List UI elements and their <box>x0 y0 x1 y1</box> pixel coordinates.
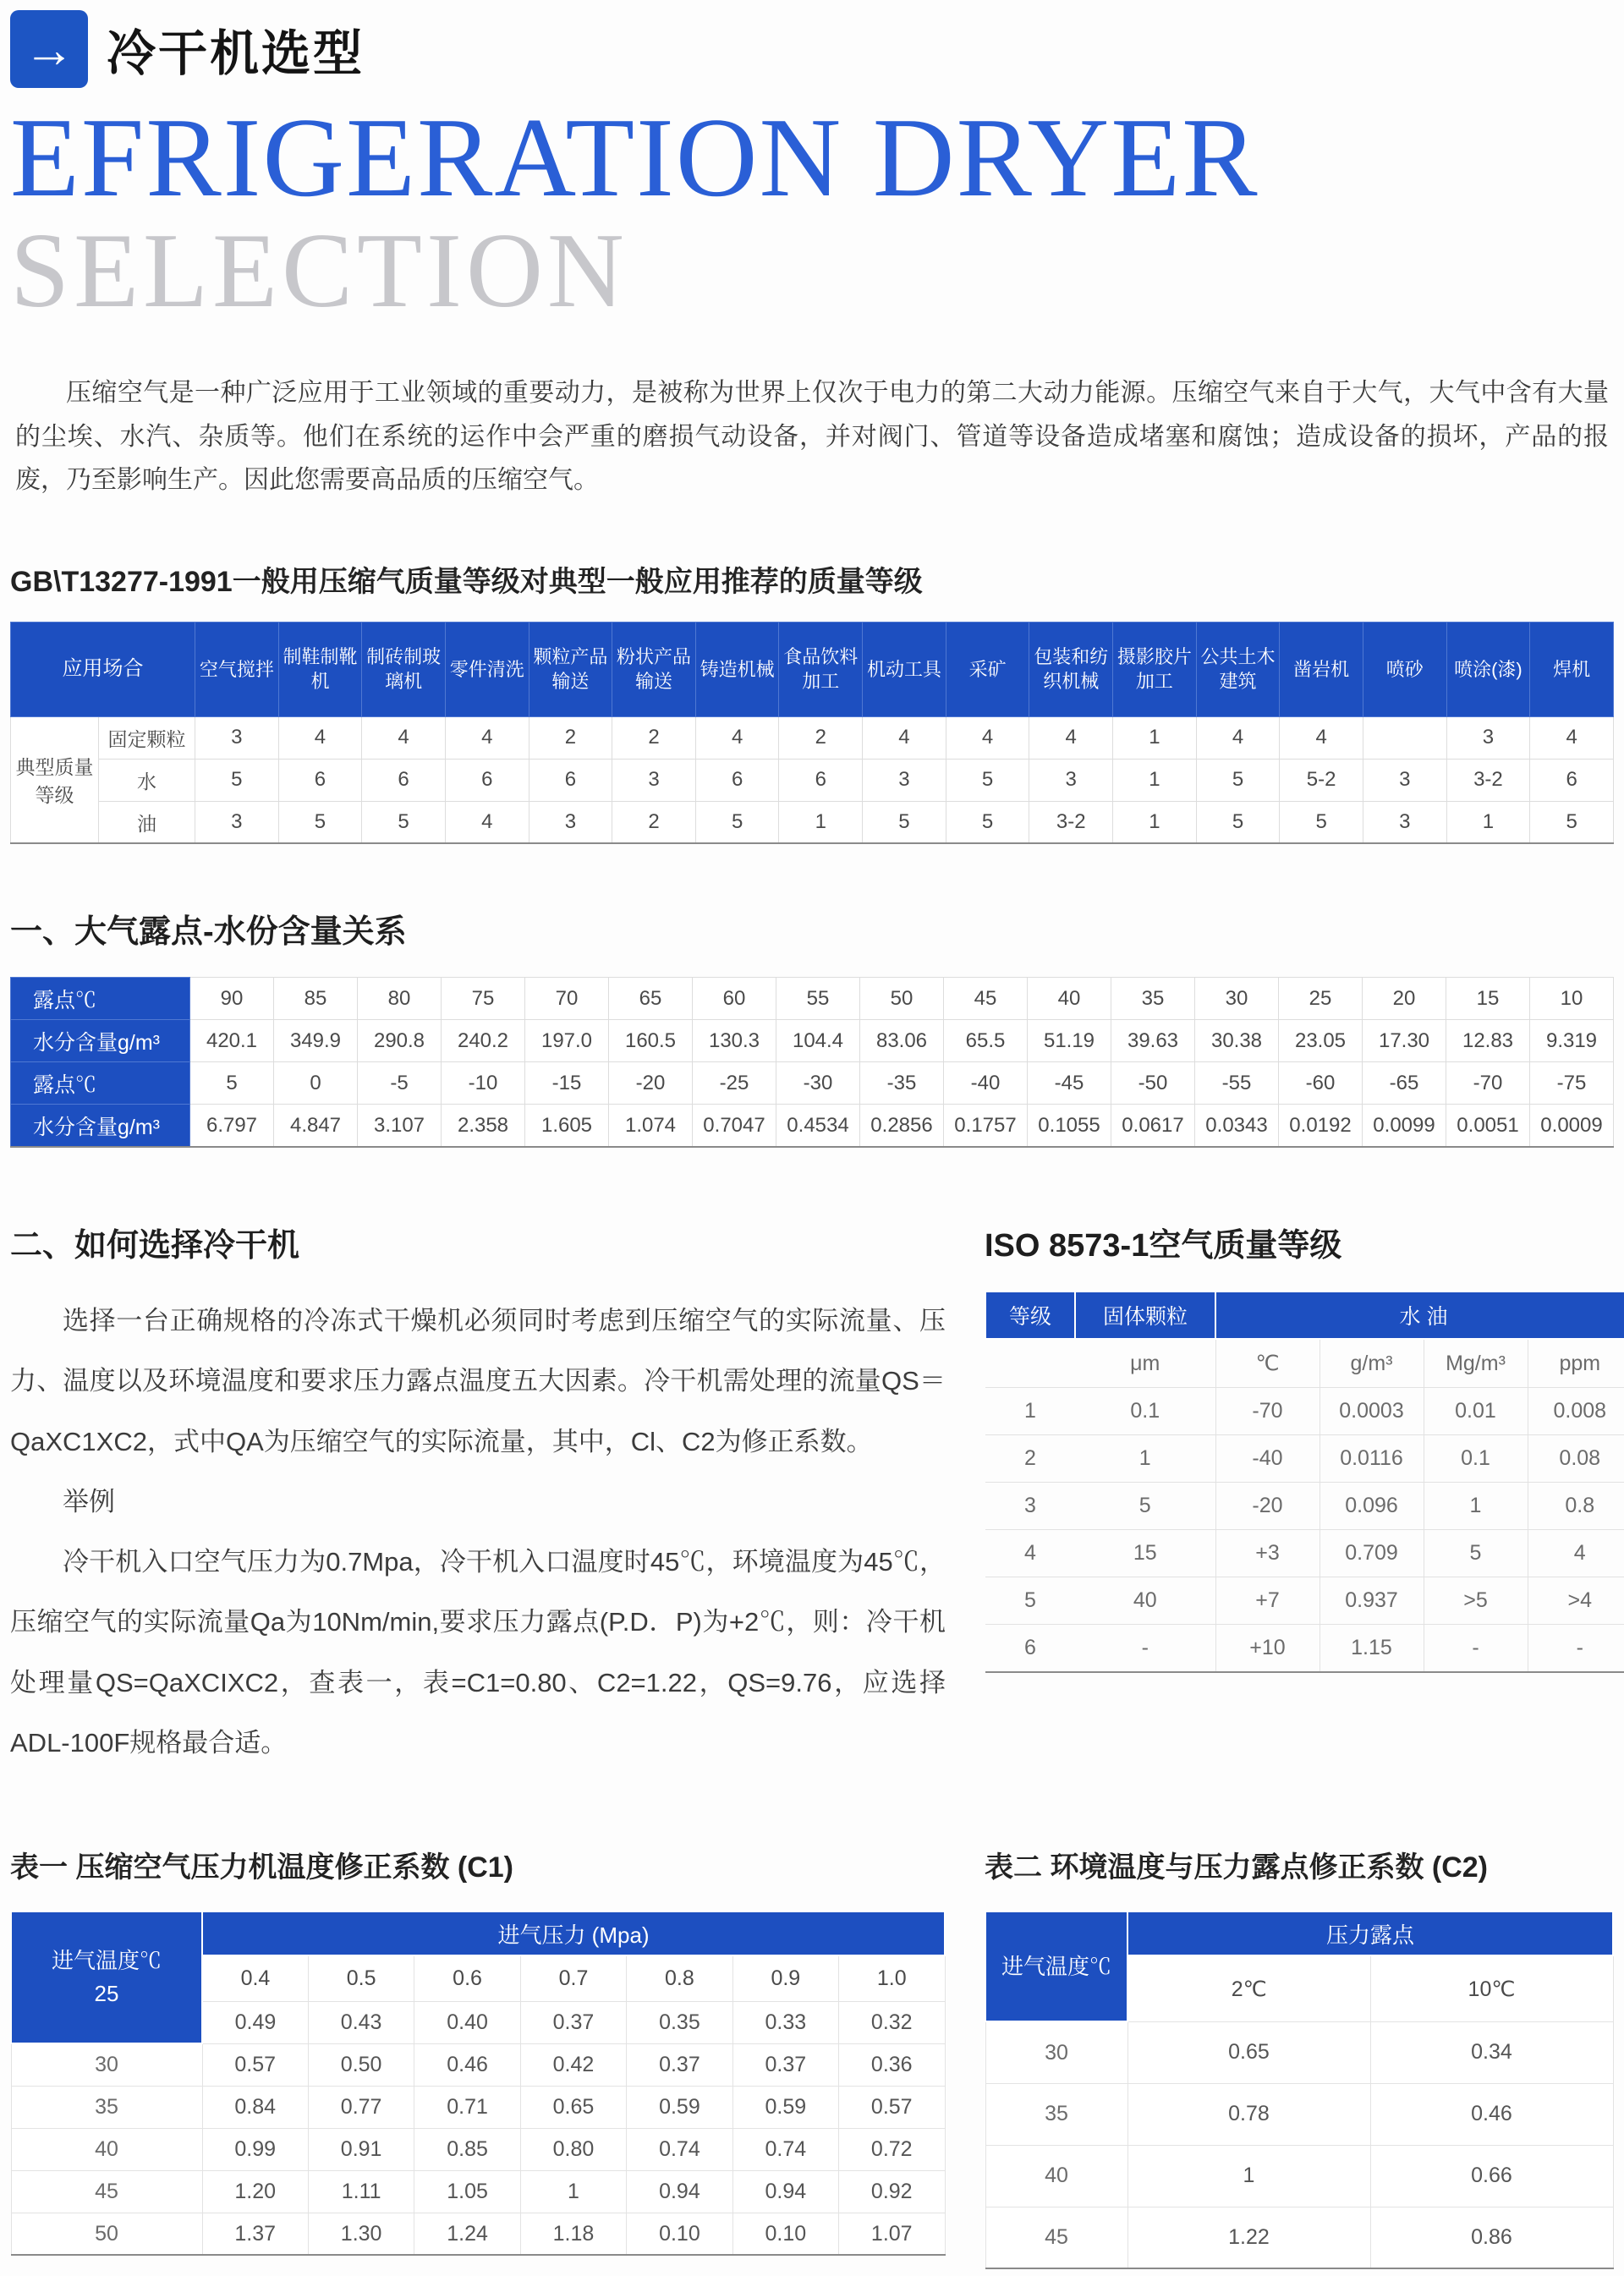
iso-value-cell: 15 <box>1075 1530 1215 1577</box>
dewpoint-value-cell: 85 <box>274 978 358 1020</box>
c1-value-cell: 0.36 <box>839 2043 945 2086</box>
quality-value-cell: 1 <box>1446 801 1530 843</box>
c1-value-cell: 0.84 <box>202 2086 308 2128</box>
quality-value-cell: 3 <box>195 716 279 759</box>
c2-dewpoint-header-cell: 10℃ <box>1370 1955 1613 2021</box>
quality-value-cell: 1 <box>1113 759 1197 801</box>
dewpoint-value-cell: 290.8 <box>358 1020 442 1062</box>
dewpoint-value-cell: 15 <box>1446 978 1530 1020</box>
c1-value-cell: 0.10 <box>627 2213 732 2255</box>
c1-value-cell: 0.72 <box>839 2128 945 2170</box>
dewpoint-value-cell: 65.5 <box>944 1020 1028 1062</box>
iso-value-cell: 0.01 <box>1424 1388 1528 1435</box>
iso-value-cell: - <box>1528 1625 1624 1672</box>
dewpoint-value-cell: -50 <box>1111 1062 1195 1105</box>
example-paragraph: 冷干机入口空气压力为0.7Mpa，冷干机入口温度时45℃，环境温度为45℃，压缩空气的实际流量Qa为10Nm/min,要求压力露点(P.D．P)为+2℃，则：冷干机处理量QS=QaXCIXC2，查表一，表=C1=0.80、C2=1.22，QS=9.76，应选择ADL-100F规格最合适。 <box>10 1547 946 1758</box>
c1-temp-row-label: 50 <box>11 2213 202 2255</box>
dewpoint-value-cell: 75 <box>442 978 525 1020</box>
iso-value-cell: 0.08 <box>1528 1435 1624 1483</box>
iso-unit-cell: ppm <box>1528 1339 1624 1388</box>
c1-pressure-header-cell: 0.6 <box>414 1955 520 2001</box>
c2-value-cell: 0.86 <box>1370 2207 1613 2268</box>
quality-value-cell: 6 <box>695 759 779 801</box>
c1-value-cell: 0.50 <box>308 2043 414 2086</box>
dewpoint-value-cell: -30 <box>776 1062 860 1105</box>
application-column-header: 零件清洗 <box>445 622 529 716</box>
dewpoint-value-cell: 130.3 <box>693 1020 776 1062</box>
quality-value-cell: 2 <box>612 716 696 759</box>
iso-air-quality-table <box>985 1291 1624 1673</box>
c1-value-cell: 0.80 <box>520 2128 626 2170</box>
application-column-header: 机动工具 <box>863 622 946 716</box>
quality-value-cell: 5 <box>695 801 779 843</box>
c1-pressure-header-cell: 0.5 <box>308 1955 414 2001</box>
quality-value-cell: 5 <box>1196 801 1280 843</box>
c2-value-cell: 0.65 <box>1127 2021 1370 2083</box>
dewpoint-value-cell: 39.63 <box>1111 1020 1195 1062</box>
c2-value-cell: 0.78 <box>1127 2083 1370 2145</box>
quality-value-cell: 4 <box>362 716 446 759</box>
dewpoint-value-cell: 0.1757 <box>944 1105 1028 1147</box>
dewpoint-value-cell: 1.074 <box>609 1105 693 1147</box>
c1-value-cell: 0.43 <box>308 2001 414 2043</box>
quality-value-cell: 3 <box>529 801 612 843</box>
c1-value-cell: 1.30 <box>308 2213 414 2255</box>
c1-value-cell: 0.49 <box>202 2001 308 2043</box>
quality-value-cell: 4 <box>1280 716 1363 759</box>
table-c2-heading: 表二 环境温度与压力露点修正系数 (C2) <box>985 1851 1488 1884</box>
dewpoint-value-cell: 3.107 <box>358 1105 442 1147</box>
iso-value-cell: 4 <box>985 1530 1075 1577</box>
iso-value-cell: 2 <box>985 1435 1075 1483</box>
quality-value-cell: 3-2 <box>1029 801 1113 843</box>
c1-value-cell: 1.20 <box>202 2170 308 2213</box>
dewpoint-value-cell: 90 <box>190 978 274 1020</box>
iso-value-cell: 40 <box>1075 1577 1215 1625</box>
dewpoint-value-cell: 20 <box>1363 978 1446 1020</box>
application-column-header: 空气搅拌 <box>195 622 279 716</box>
quality-value-cell: 6 <box>1530 759 1614 801</box>
iso-value-cell: 0.937 <box>1320 1577 1424 1625</box>
page-subtitle-english: SELECTION <box>10 211 628 330</box>
intro-paragraph: 压缩空气是一种广泛应用于工业领域的重要动力，是被称为世界上仅次于电力的第二大动力能源。压缩空气来自于大气，大气中含有大量的尘埃、水汽、杂质等。他们在系统的运作中会严重的磨损气动设备，并对阀门、管道等设备造成堵塞和腐蚀；造成设备的损坏，产品的报废，乃至影响生产。因此您需要高品质的压缩空气。 <box>15 379 1609 495</box>
c1-value-cell: 0.65 <box>520 2086 626 2128</box>
c1-value-cell: 0.77 <box>308 2086 414 2128</box>
dewpoint-value-cell: 51.19 <box>1028 1020 1111 1062</box>
iso-value-cell: - <box>1075 1625 1215 1672</box>
quality-value-cell: 6 <box>529 759 612 801</box>
iso-value-cell: 0.1 <box>1075 1388 1215 1435</box>
quality-value-cell: 6 <box>445 759 529 801</box>
selection-and-iso-section <box>10 1219 1614 1773</box>
application-column-header: 包装和纺织机械 <box>1029 622 1113 716</box>
c1-value-cell: 0.46 <box>414 2043 520 2086</box>
dewpoint-value-cell: 65 <box>609 978 693 1020</box>
quality-value-cell: 4 <box>445 801 529 843</box>
dewpoint-value-cell: 83.06 <box>860 1020 944 1062</box>
arrow-icon: → <box>10 10 88 88</box>
dewpoint-value-cell: 9.319 <box>1530 1020 1614 1062</box>
iso-value-cell: 0.8 <box>1528 1483 1624 1530</box>
quality-value-cell: 5 <box>946 759 1029 801</box>
application-column-header: 铸造机械 <box>695 622 779 716</box>
quality-value-cell: 4 <box>278 716 362 759</box>
dewpoint-value-cell: 0.0343 <box>1195 1105 1279 1147</box>
dewpoint-value-cell: 55 <box>776 978 860 1020</box>
dewpoint-value-cell: 23.05 <box>1279 1020 1363 1062</box>
quality-value-cell: 5 <box>362 801 446 843</box>
c1-value-cell: 1.05 <box>414 2170 520 2213</box>
iso-value-cell: - <box>1424 1625 1528 1672</box>
c1-correction-table <box>10 1911 946 2256</box>
dewpoint-value-cell: -25 <box>693 1062 776 1105</box>
dewpoint-value-cell: -15 <box>525 1062 609 1105</box>
application-column-header: 焊机 <box>1530 622 1614 716</box>
iso-value-cell: 5 <box>1424 1530 1528 1577</box>
iso-value-cell: +3 <box>1215 1530 1320 1577</box>
quality-value-cell: 3 <box>863 759 946 801</box>
quality-value-cell: 1 <box>1113 801 1197 843</box>
quality-value-cell: 1 <box>779 801 863 843</box>
quality-value-cell: 3 <box>195 801 279 843</box>
quality-row-label: 水 <box>99 759 195 801</box>
c2-temp-row-label: 45 <box>985 2207 1127 2268</box>
dewpoint-value-cell: 349.9 <box>274 1020 358 1062</box>
quality-value-cell: 2 <box>612 801 696 843</box>
c2-value-cell: 0.34 <box>1370 2021 1613 2083</box>
quality-value-cell: 3-2 <box>1446 759 1530 801</box>
quality-grade-table <box>10 622 1614 845</box>
c1-value-cell: 0.59 <box>732 2086 838 2128</box>
application-corner-header: 应用场合 <box>11 622 195 716</box>
quality-value-cell: 3 <box>1363 759 1446 801</box>
c1-value-cell: 1.37 <box>202 2213 308 2255</box>
c1-value-cell: 1.11 <box>308 2170 414 2213</box>
dewpoint-value-cell: -70 <box>1446 1062 1530 1105</box>
quality-value-cell: 4 <box>1530 716 1614 759</box>
c1-value-cell: 0.91 <box>308 2128 414 2170</box>
c1-value-cell: 0.74 <box>732 2128 838 2170</box>
iso-value-cell: 5 <box>985 1577 1075 1625</box>
c1-value-cell: 0.33 <box>732 2001 838 2043</box>
dewpoint-value-cell: 25 <box>1279 978 1363 1020</box>
dewpoint-value-cell: 0.0051 <box>1446 1105 1530 1147</box>
iso-value-cell: 4 <box>1528 1530 1624 1577</box>
c1-temp-row-label: 30 <box>11 2043 202 2086</box>
c1-value-cell: 0.94 <box>627 2170 732 2213</box>
page-title-english: EFRIGERATION DRYER <box>10 95 1259 220</box>
selection-text-column <box>10 1219 946 1773</box>
iso-value-cell: 6 <box>985 1625 1075 1672</box>
c1-value-cell: 1 <box>520 2170 626 2213</box>
dewpoint-row-label: 水分含量g/m³ <box>11 1105 190 1147</box>
c1-value-cell: 1.24 <box>414 2213 520 2255</box>
c2-value-cell: 0.46 <box>1370 2083 1613 2145</box>
iso-value-cell: >5 <box>1424 1577 1528 1625</box>
application-column-header: 颗粒产品输送 <box>529 622 612 716</box>
quality-value-cell: 5 <box>863 801 946 843</box>
c2-temp-row-label: 35 <box>985 2083 1127 2145</box>
dewpoint-value-cell: -10 <box>442 1062 525 1105</box>
c1-value-cell: 0.37 <box>732 2043 838 2086</box>
iso-solid-particle-header: 固体颗粒 <box>1075 1292 1215 1339</box>
dewpoint-value-cell: 30.38 <box>1195 1020 1279 1062</box>
iso-unit-cell: g/m³ <box>1320 1339 1424 1388</box>
quality-value-cell: 5 <box>1196 759 1280 801</box>
application-column-header: 制砖制玻璃机 <box>362 622 446 716</box>
row-group-label: 典型质量等级 <box>11 716 99 843</box>
table-c2-column <box>985 1844 1614 2269</box>
dewpoint-value-cell: -75 <box>1530 1062 1614 1105</box>
dewpoint-value-cell: 45 <box>944 978 1028 1020</box>
dewpoint-value-cell: 197.0 <box>525 1020 609 1062</box>
quality-value-cell: 4 <box>863 716 946 759</box>
application-column-header: 粉状产品输送 <box>612 622 696 716</box>
dewpoint-value-cell: 104.4 <box>776 1020 860 1062</box>
iso-value-cell: 0.709 <box>1320 1530 1424 1577</box>
c1-value-cell: 0.32 <box>839 2001 945 2043</box>
dewpoint-value-cell: 0.2856 <box>860 1105 944 1147</box>
dewpoint-value-cell: 12.83 <box>1446 1020 1530 1062</box>
application-column-header: 公共土木建筑 <box>1196 622 1280 716</box>
dewpoint-value-cell: 5 <box>190 1062 274 1105</box>
quality-value-cell: 4 <box>946 716 1029 759</box>
iso-value-cell: -20 <box>1215 1483 1320 1530</box>
iso-grade-header: 等级 <box>985 1292 1075 1339</box>
dewpoint-value-cell: 240.2 <box>442 1020 525 1062</box>
quality-row-label: 油 <box>99 801 195 843</box>
table-c1-column <box>10 1844 946 2256</box>
dewpoint-row-label: 水分含量g/m³ <box>11 1020 190 1062</box>
c2-temp-row-label: 30 <box>985 2021 1127 2083</box>
quality-value-cell: 3 <box>1363 801 1446 843</box>
c1-inlet-pressure-banner: 进气压力 (Mpa) <box>202 1911 945 1955</box>
iso-value-cell: 0.1 <box>1424 1435 1528 1483</box>
quality-value-cell: 4 <box>1196 716 1280 759</box>
c1-inlet-temp-corner: 进气温度℃ 25 <box>11 1911 202 2043</box>
c2-inlet-temp-corner: 进气温度℃ <box>985 1911 1127 2021</box>
quality-value-cell: 3 <box>1029 759 1113 801</box>
dewpoint-value-cell: -55 <box>1195 1062 1279 1105</box>
quality-value-cell: 5-2 <box>1280 759 1363 801</box>
iso-value-cell: 3 <box>985 1483 1075 1530</box>
quality-value-cell: 6 <box>362 759 446 801</box>
dewpoint-value-cell: 0.0009 <box>1530 1105 1614 1147</box>
c1-value-cell: 0.42 <box>520 2043 626 2086</box>
quality-value-cell: 2 <box>779 716 863 759</box>
c1-pressure-header-cell: 0.4 <box>202 1955 308 2001</box>
dewpoint-value-cell: -20 <box>609 1062 693 1105</box>
quality-value-cell: 4 <box>1029 716 1113 759</box>
c1-value-cell: 0.71 <box>414 2086 520 2128</box>
iso-unit-cell <box>985 1339 1075 1388</box>
iso-table-column <box>985 1219 1624 1673</box>
dewpoint-value-cell: 420.1 <box>190 1020 274 1062</box>
dewpoint-value-cell: 1.605 <box>525 1105 609 1147</box>
iso-water-oil-header: 水 油 <box>1215 1292 1624 1339</box>
quality-value-cell: 5 <box>1280 801 1363 843</box>
quality-value-cell: 4 <box>695 716 779 759</box>
application-column-header: 采矿 <box>946 622 1029 716</box>
dewpoint-row-label: 露点℃ <box>11 1062 190 1105</box>
dewpoint-value-cell: -65 <box>1363 1062 1446 1105</box>
quality-value-cell: 4 <box>445 716 529 759</box>
dewpoint-value-cell: 0.1055 <box>1028 1105 1111 1147</box>
iso-value-cell: 0.0116 <box>1320 1435 1424 1483</box>
page-title: 冷干机选型 <box>107 26 365 81</box>
dewpoint-value-cell: 50 <box>860 978 944 1020</box>
correction-tables-section <box>10 1844 1614 2269</box>
c1-value-cell: 0.37 <box>520 2001 626 2043</box>
dewpoint-value-cell: 80 <box>358 978 442 1020</box>
iso-value-cell: 5 <box>1075 1483 1215 1530</box>
c1-value-cell: 1.18 <box>520 2213 626 2255</box>
c1-pressure-header-cell: 0.9 <box>732 1955 838 2001</box>
c1-value-cell: 0.94 <box>732 2170 838 2213</box>
iso-value-cell: +7 <box>1215 1577 1320 1625</box>
c1-temp-row-label: 45 <box>11 2170 202 2213</box>
dewpoint-value-cell: -40 <box>944 1062 1028 1105</box>
iso-value-cell: 0.096 <box>1320 1483 1424 1530</box>
dewpoint-moisture-table <box>10 977 1614 1148</box>
dewpoint-value-cell: 4.847 <box>274 1105 358 1147</box>
dewpoint-value-cell: 0 <box>274 1062 358 1105</box>
application-column-header: 食品饮料加工 <box>779 622 863 716</box>
iso-unit-cell: Mg/m³ <box>1424 1339 1528 1388</box>
iso-value-cell: 0.008 <box>1528 1388 1624 1435</box>
iso-value-cell: -70 <box>1215 1388 1320 1435</box>
c2-value-cell: 1 <box>1127 2145 1370 2207</box>
dewpoint-value-cell: -45 <box>1028 1062 1111 1105</box>
iso-value-cell: 1 <box>1424 1483 1528 1530</box>
iso-table-heading: ISO 8573-1空气质量等级 <box>985 1227 1342 1264</box>
c1-value-cell: 0.10 <box>732 2213 838 2255</box>
c1-value-cell: 0.92 <box>839 2170 945 2213</box>
dewpoint-value-cell: 17.30 <box>1363 1020 1446 1062</box>
quality-value-cell: 3 <box>612 759 696 801</box>
dewpoint-row-label: 露点℃ <box>11 978 190 1020</box>
quality-value-cell: 1 <box>1113 716 1197 759</box>
c1-value-cell: 0.57 <box>202 2043 308 2086</box>
dewpoint-value-cell: 60 <box>693 978 776 1020</box>
table-c1-heading: 表一 压缩空气压力机温度修正系数 (C1) <box>10 1851 513 1884</box>
iso-value-cell: >4 <box>1528 1577 1624 1625</box>
c1-value-cell: 0.37 <box>627 2043 732 2086</box>
application-column-header: 制鞋制靴机 <box>278 622 362 716</box>
example-label: 举例 <box>63 1486 115 1516</box>
c2-value-cell: 0.66 <box>1370 2145 1613 2207</box>
c1-value-cell: 1.07 <box>839 2213 945 2255</box>
c1-pressure-header-cell: 0.7 <box>520 1955 626 2001</box>
c1-temp-row-label: 35 <box>11 2086 202 2128</box>
dewpoint-value-cell: -5 <box>358 1062 442 1105</box>
iso-unit-cell: μm <box>1130 1351 1160 1375</box>
c1-value-cell: 0.35 <box>627 2001 732 2043</box>
iso-value-cell: 0.0003 <box>1320 1388 1424 1435</box>
c2-pressure-dewpoint-banner: 压力露点 <box>1127 1911 1613 1955</box>
c2-temp-row-label: 40 <box>985 2145 1127 2207</box>
dewpoint-value-cell: -35 <box>860 1062 944 1105</box>
quality-value-cell <box>1363 716 1446 759</box>
dewpoint-value-cell: 0.0099 <box>1363 1105 1446 1147</box>
quality-value-cell: 2 <box>529 716 612 759</box>
iso-value-cell: 1.15 <box>1320 1625 1424 1672</box>
dewpoint-value-cell: 40 <box>1028 978 1111 1020</box>
dewpoint-value-cell: 35 <box>1111 978 1195 1020</box>
iso-value-cell: 1 <box>985 1388 1075 1435</box>
dewpoint-value-cell: 6.797 <box>190 1105 274 1147</box>
c1-value-cell: 0.59 <box>627 2086 732 2128</box>
c1-value-cell: 0.57 <box>839 2086 945 2128</box>
quality-value-cell: 5 <box>278 801 362 843</box>
c1-temp-row-label: 40 <box>11 2128 202 2170</box>
c1-value-cell: 0.85 <box>414 2128 520 2170</box>
dewpoint-value-cell: 0.7047 <box>693 1105 776 1147</box>
c2-correction-table <box>985 1911 1614 2269</box>
c1-pressure-header-cell: 0.8 <box>627 1955 732 2001</box>
iso-value-cell: -40 <box>1215 1435 1320 1483</box>
c1-value-cell: 0.99 <box>202 2128 308 2170</box>
c2-value-cell: 1.22 <box>1127 2207 1370 2268</box>
quality-value-cell: 5 <box>1530 801 1614 843</box>
dewpoint-value-cell: 2.358 <box>442 1105 525 1147</box>
dewpoint-value-cell: 160.5 <box>609 1020 693 1062</box>
application-column-header: 摄影胶片加工 <box>1113 622 1197 716</box>
iso-value-cell: +10 <box>1215 1625 1320 1672</box>
dewpoint-value-cell: 0.4534 <box>776 1105 860 1147</box>
dewpoint-value-cell: 70 <box>525 978 609 1020</box>
quality-value-cell: 6 <box>278 759 362 801</box>
dewpoint-value-cell: 30 <box>1195 978 1279 1020</box>
application-column-header: 凿岩机 <box>1280 622 1363 716</box>
selection-heading: 二、如何选择冷干机 <box>10 1227 300 1264</box>
selection-paragraph: 选择一台正确规格的冷冻式干燥机必须同时考虑到压缩空气的实际流量、压力、温度以及环境温度和要求压力露点温度五大因素。冷干机需处理的流量QS＝QaXC1XC2，式中QA为压缩空气的实际流量，其中，Cl、C2为修正系数。 <box>10 1305 946 1456</box>
quality-row-label: 固定颗粒 <box>99 716 195 759</box>
c1-pressure-header-cell: 1.0 <box>839 1955 945 2001</box>
quality-value-cell: 3 <box>1446 716 1530 759</box>
c2-dewpoint-header-cell: 2℃ <box>1127 1955 1370 2021</box>
application-column-header: 喷砂 <box>1363 622 1446 716</box>
quality-value-cell: 5 <box>195 759 279 801</box>
quality-value-cell: 5 <box>946 801 1029 843</box>
dewpoint-value-cell: -60 <box>1279 1062 1363 1105</box>
application-column-header: 喷涂(漆) <box>1446 622 1530 716</box>
dewpoint-value-cell: 0.0617 <box>1111 1105 1195 1147</box>
dewpoint-section-heading: 一、大气露点-水份含量关系 <box>10 914 407 951</box>
iso-unit-cell: ℃ <box>1215 1339 1320 1388</box>
dewpoint-value-cell: 0.0192 <box>1279 1105 1363 1147</box>
quality-value-cell: 6 <box>779 759 863 801</box>
quality-table-heading: GB\T13277-1991一般用压缩气质量等级对典型一般应用推荐的质量等级 <box>10 565 923 598</box>
c1-value-cell: 0.74 <box>627 2128 732 2170</box>
dewpoint-value-cell: 10 <box>1530 978 1614 1020</box>
iso-value-cell: 1 <box>1075 1435 1215 1483</box>
c1-value-cell: 0.40 <box>414 2001 520 2043</box>
page-header <box>10 10 1614 88</box>
